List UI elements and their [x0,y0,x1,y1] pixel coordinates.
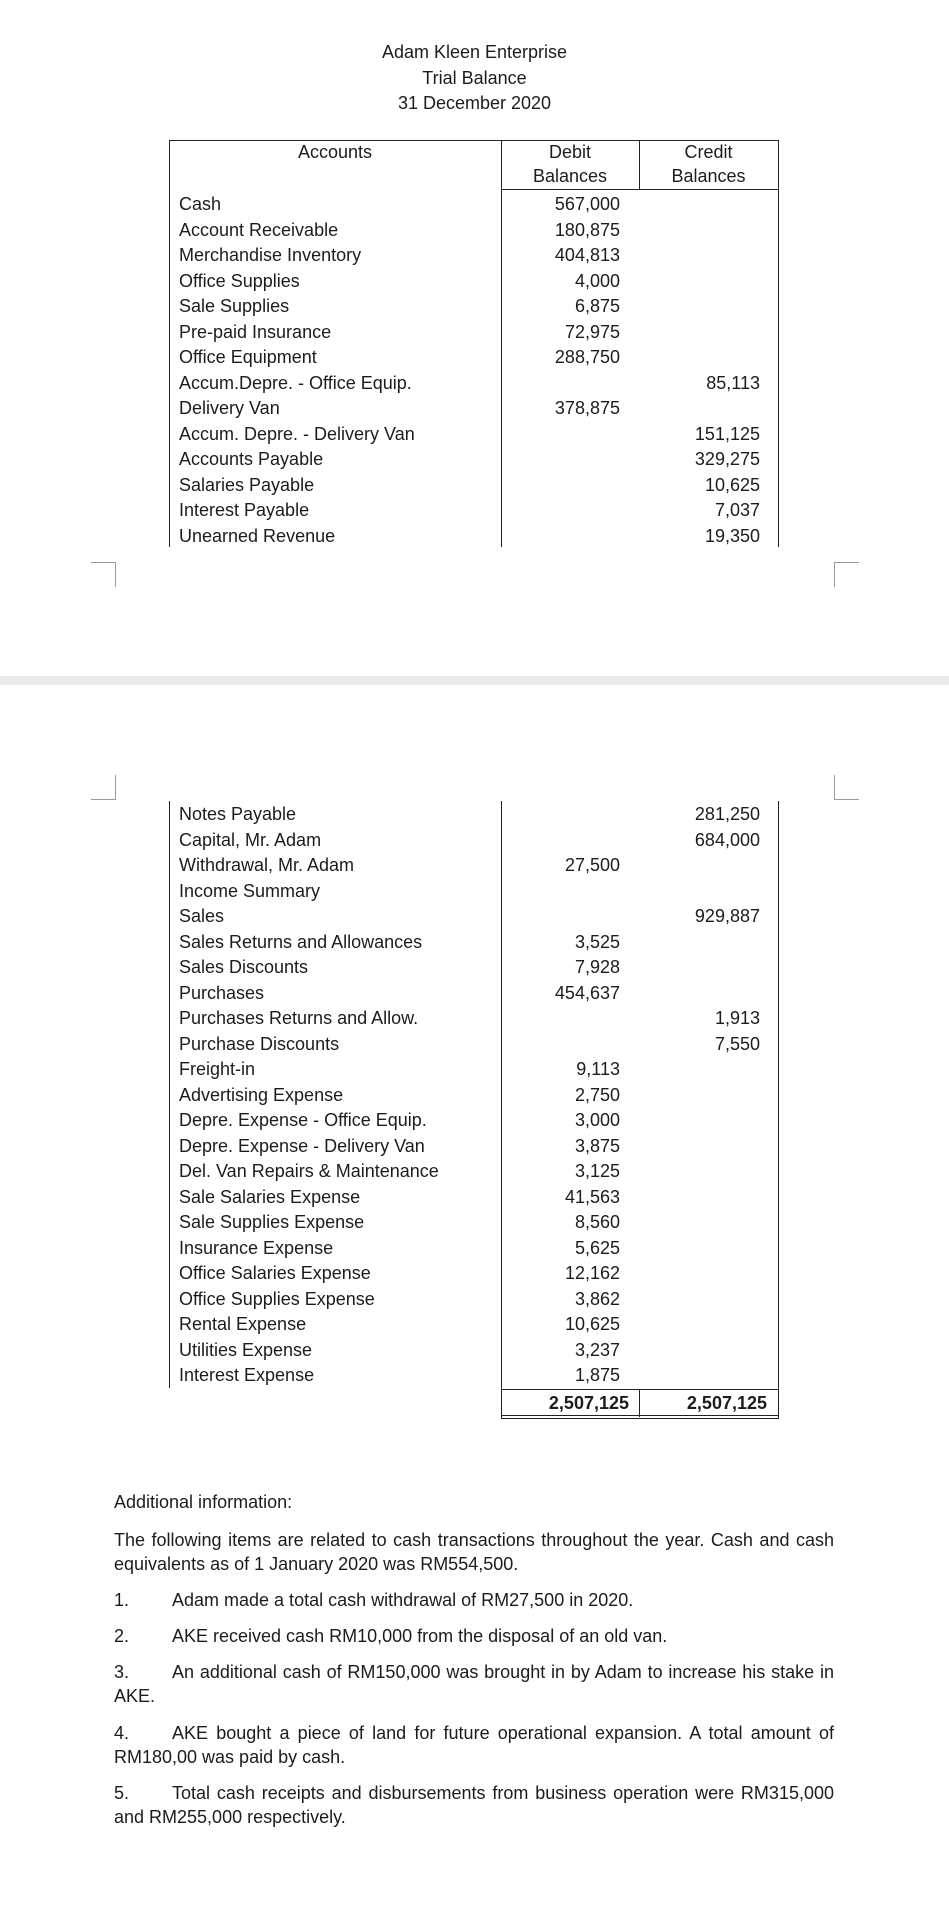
additional-info-item [114,1624,834,1648]
account-name: Account Receivable [179,219,339,240]
credit-amount: 684,000 [694,829,760,850]
debit-amount: 404,813 [554,245,620,265]
credit-amount: 1,913 [714,1008,760,1028]
debit-header-line1: Debit [548,142,592,162]
item-text: An additional cash of RM150,000 was brought in by Adam to increase his stake in AKE. [114,1662,834,1706]
report-date: 31 December 2020 [397,93,552,113]
account-name: Interest Payable [179,500,310,520]
debit-amount: 3,125 [574,1161,620,1181]
credit-amount: 85,113 [706,372,760,393]
table-right-border [778,140,779,547]
item-number: 5. [114,1783,130,1803]
additional-info-item [114,1660,834,1708]
account-name: Accum.Depre. - Office Equip. [179,372,412,393]
item-text: AKE received cash RM10,000 from the disposal of an old van. [172,1626,668,1646]
credit-amount: 10,625 [704,474,760,495]
account-name: Sale Supplies [179,296,290,316]
debit-amount: 27,500 [564,855,620,875]
item-number: 1. [114,1590,130,1610]
account-name: Cash [179,194,222,214]
account-name: Office Supplies [179,270,300,291]
debit-amount: 3,875 [574,1135,620,1156]
totals-bottom-border-2 [501,1418,779,1419]
debit-amount: 567,000 [554,194,620,214]
item-number: 4. [114,1723,130,1743]
report-title: Trial Balance [422,67,527,88]
debit-amount: 9,113 [576,1059,620,1079]
item-number: 3. [114,1662,130,1682]
debit-amount: 7,928 [574,957,620,977]
debit-amount: 3,862 [574,1288,620,1309]
debit-amount: 3,525 [574,931,620,952]
credit-amount: 329,275 [694,449,760,469]
credit-amount: 19,350 [704,525,760,546]
debit-amount: 4,000 [574,270,620,291]
debit-amount: 1,875 [574,1365,620,1385]
additional-info-title: Additional information: [114,1492,293,1512]
account-name: Purchases [179,982,265,1003]
account-name: Pre-paid Insurance [179,321,332,342]
page-corner-mark [834,775,859,800]
table-left-border [169,140,170,547]
page-corner-mark [91,775,116,800]
item-text: Total cash receipts and disbursements from business operation were RM315,000 and RM255,000 respectively. [114,1783,834,1827]
debit-amount: 454,637 [554,982,620,1003]
total-debit: 2,507,125 [548,1393,629,1413]
totals-top-border [501,1389,779,1390]
debit-column-divider [501,140,502,547]
debit-amount: 6,875 [574,296,620,316]
credit-header-line1: Credit [684,142,733,162]
additional-info-intro: The following items are related to cash transactions throughout the year. Cash and cash equivalents as of 1 January 2020 was RM554,500. [114,1530,834,1574]
account-name: Depre. Expense - Office Equip. [179,1110,427,1130]
debit-amount: 378,875 [554,398,620,418]
debit-column-divider-p2 [501,801,502,1418]
debit-amount: 3,000 [574,1110,620,1130]
credit-amount: 281,250 [694,804,760,824]
item-text: Adam made a total cash withdrawal of RM27,500 in 2020. [172,1590,634,1610]
totals-bottom-border-1 [501,1415,779,1416]
page-corner-mark [91,562,116,587]
total-credit: 2,507,125 [686,1393,767,1413]
credit-amount: 151,125 [694,423,760,444]
account-name: Sales [179,906,225,926]
accounts-header: Accounts [297,142,373,162]
account-name: Notes Payable [179,804,297,824]
debit-amount: 8,560 [574,1212,620,1232]
account-name: Depre. Expense - Delivery Van [179,1135,425,1156]
account-name: Office Equipment [179,347,317,367]
debit-amount: 288,750 [554,347,620,367]
account-name: Purchases Returns and Allow. [179,1008,419,1028]
account-name: Accounts Payable [179,449,324,469]
account-name: Capital, Mr. Adam [179,829,322,850]
table-left-border-p2 [169,801,170,1388]
account-name: Rental Expense [179,1314,307,1334]
account-name: Freight-in [179,1059,256,1079]
page-1 [0,0,949,676]
account-name: Utilities Expense [179,1339,313,1360]
account-name: Salaries Payable [179,474,315,495]
account-name: Insurance Expense [179,1237,334,1258]
account-name: Delivery Van [179,398,280,418]
item-number: 2. [114,1626,130,1646]
account-name: Office Supplies Expense [179,1288,375,1309]
debit-header-line2: Balances [532,166,608,186]
debit-amount: 180,875 [554,219,620,240]
balances-header-underline [501,189,779,190]
account-name: Withdrawal, Mr. Adam [179,855,355,875]
debit-amount: 5,625 [574,1237,620,1258]
account-name: Purchase Discounts [179,1033,340,1054]
debit-amount: 12,162 [564,1263,620,1283]
account-name: Advertising Expense [179,1084,344,1105]
account-name: Office Salaries Expense [179,1263,371,1283]
account-name: Interest Expense [179,1365,315,1385]
debit-amount: 41,563 [564,1186,620,1207]
account-name: Sale Supplies Expense [179,1212,365,1232]
account-name: Income Summary [179,880,321,901]
page-corner-mark [834,562,859,587]
additional-info-item [114,1588,834,1612]
account-name: Sale Salaries Expense [179,1186,361,1207]
credit-header-line2: Balances [671,166,746,186]
report-header [0,40,949,117]
additional-info-item [114,1721,834,1769]
debit-amount: 72,975 [564,321,620,342]
account-name: Unearned Revenue [179,525,336,546]
account-name: Sales Discounts [179,957,309,977]
account-name: Del. Van Repairs & Maintenance [179,1161,439,1181]
table-right-border-p2 [778,801,779,1418]
credit-amount: 929,887 [694,906,760,926]
company-name: Adam Kleen Enterprise [381,42,568,62]
additional-info-item [114,1781,834,1829]
credit-amount: 7,550 [714,1033,760,1054]
credit-amount: 7,037 [714,500,760,520]
account-name: Merchandise Inventory [179,245,362,265]
page-break [0,676,949,685]
item-text: AKE bought a piece of land for future operational expansion. A total amount of RM180,00 was paid by cash. [114,1723,834,1767]
debit-amount: 3,237 [574,1339,620,1360]
account-name: Sales Returns and Allowances [179,931,423,952]
debit-amount: 10,625 [564,1314,620,1334]
account-name: Accum. Depre. - Delivery Van [179,423,415,444]
debit-amount: 2,750 [574,1084,620,1105]
